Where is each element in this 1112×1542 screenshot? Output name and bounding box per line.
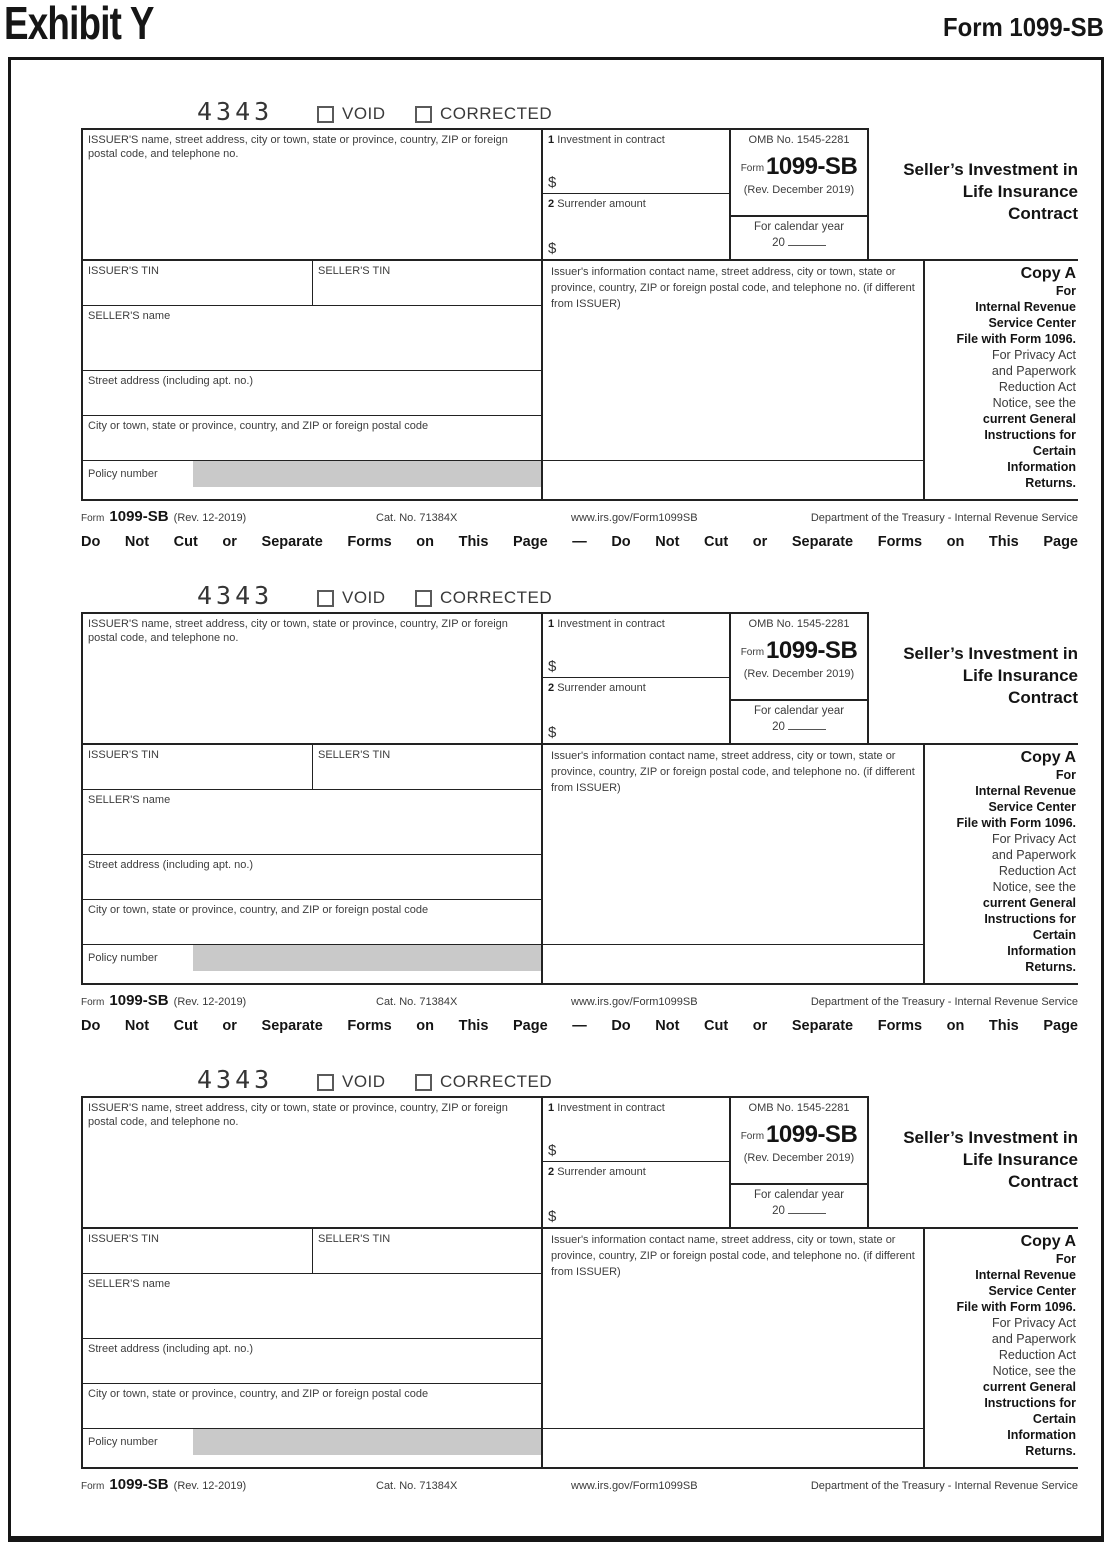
copy-a-line: Service Center xyxy=(988,800,1076,814)
calendar-year-line xyxy=(731,1201,867,1217)
tin-row xyxy=(83,1229,541,1274)
form-word: Form xyxy=(740,1131,765,1142)
issuer-contact-field[interactable] xyxy=(543,1229,923,1429)
form-title-line2: Life Insurance xyxy=(962,1150,1078,1169)
void-checkbox-group xyxy=(317,104,386,124)
issuer-tin-label: ISSUER'S TIN xyxy=(88,1233,159,1245)
empty-cell xyxy=(543,461,923,499)
do-not-cut-separator: Do Not Cut or Separate Forms on This Page — Do Not Cut or Separate Forms on This Page xyxy=(81,534,1078,550)
copy-a-line: Internal Revenue xyxy=(975,1268,1076,1282)
policy-number-field[interactable] xyxy=(193,945,541,971)
issuer-tin-field[interactable] xyxy=(83,1229,313,1273)
copy-a-line: Notice, see the xyxy=(992,396,1076,410)
calendar-year-prefix: 20 xyxy=(772,237,785,249)
form-lower-section xyxy=(81,259,925,501)
omb-block xyxy=(731,1098,867,1183)
box2-surrender-amount-field[interactable] xyxy=(543,1162,729,1227)
footer-form-word: Form xyxy=(81,997,105,1008)
form-title-line1: Seller’s Investment in xyxy=(903,1128,1078,1147)
box1-number: 1 xyxy=(548,618,555,630)
revision-label: (Rev. December 2019) xyxy=(743,184,855,196)
issuer-contact-label: Issuer's information contact name, street address, city or town, state or province, country, ZIP or foreign postal code, and telephone no. (if different from ISSUER) xyxy=(551,750,915,794)
copy-a-title: Copy A xyxy=(1020,1233,1076,1250)
box1-label: Investment in contract xyxy=(557,618,665,630)
city-state-zip-field[interactable] xyxy=(83,1384,541,1429)
footer-revision: (Rev. 12-2019) xyxy=(173,996,247,1008)
issuer-contact-label: Issuer's information contact name, street address, city or town, state or province, country, ZIP or foreign postal code, and telephone no. (if different from ISSUER) xyxy=(551,1234,915,1278)
issuer-contact-column xyxy=(543,745,923,983)
calendar-year-cell xyxy=(731,1183,867,1227)
footer-cat-no: Cat. No. 71384X xyxy=(376,1480,458,1492)
copy-a-line: For xyxy=(1055,1252,1076,1266)
issuer-name-address-field[interactable] xyxy=(83,614,543,743)
footer-cat-no: Cat. No. 71384X xyxy=(376,996,458,1008)
seller-tin-label: SELLER'S TIN xyxy=(318,265,391,277)
omb-number: OMB No. 1545-2281 xyxy=(748,1102,850,1114)
omb-column xyxy=(731,614,867,743)
box2-label: Surrender amount xyxy=(557,198,646,210)
box2-label-line xyxy=(548,1165,724,1179)
policy-number-label: Policy number xyxy=(88,468,158,480)
seller-info-column xyxy=(83,1229,543,1467)
form-ocr-code: 4343 xyxy=(197,97,274,126)
copy-a-block xyxy=(925,743,1078,985)
copy-a-line: current General xyxy=(982,1380,1076,1394)
tin-row xyxy=(83,261,541,306)
copy-a-line: Internal Revenue xyxy=(975,784,1076,798)
copy-a-line: Certain xyxy=(1032,1412,1076,1426)
omb-column xyxy=(731,130,867,259)
form-number-line xyxy=(731,1121,867,1149)
page-header xyxy=(0,0,1112,57)
seller-tin-field[interactable] xyxy=(313,745,541,789)
copy-a-line: Certain xyxy=(1032,928,1076,942)
footer-form-ref xyxy=(81,508,246,525)
box2-surrender-amount-field[interactable] xyxy=(543,194,729,259)
copy-a-block xyxy=(925,259,1078,501)
issuer-name-address-label: ISSUER'S name, street address, city or town, state or province, country, ZIP or foreign postal code, and telephone no. xyxy=(88,1102,508,1128)
form-number: 1099-SB xyxy=(766,1121,858,1148)
form-title-line1: Seller’s Investment in xyxy=(903,160,1078,179)
copy-a-line: Reduction Act xyxy=(998,380,1076,394)
copy-a-line: Returns. xyxy=(1025,1444,1076,1458)
street-address-label: Street address (including apt. no.) xyxy=(88,859,254,871)
seller-name-label: SELLER'S name xyxy=(88,794,171,806)
box2-number: 2 xyxy=(548,198,555,210)
city-state-zip-field[interactable] xyxy=(83,416,541,461)
copy-a-line: Instructions for xyxy=(984,912,1076,926)
form-1099-sb xyxy=(81,97,1078,532)
revision-label: (Rev. December 2019) xyxy=(743,668,855,680)
copy-a-line: current General xyxy=(982,412,1076,426)
box1-label: Investment in contract xyxy=(557,1102,665,1114)
seller-name-label: SELLER'S name xyxy=(88,310,171,322)
box2-label-line xyxy=(548,197,724,211)
form-top-row xyxy=(81,97,1078,128)
form-ocr-code: 4343 xyxy=(197,581,274,610)
form-top-section xyxy=(81,1096,869,1227)
issuer-name-address-label: ISSUER'S name, street address, city or town, state or province, country, ZIP or foreign postal code, and telephone no. xyxy=(88,618,508,644)
issuer-tin-label: ISSUER'S TIN xyxy=(88,265,159,277)
calendar-year-cell xyxy=(731,215,867,259)
footer-form-number: 1099-SB xyxy=(109,992,169,1009)
street-address-field[interactable] xyxy=(83,1339,541,1384)
amount-boxes-column xyxy=(543,1098,731,1227)
box1-dollar-sign: $ xyxy=(548,174,557,191)
form-number-line xyxy=(731,153,867,181)
seller-info-column xyxy=(83,745,543,983)
box2-number: 2 xyxy=(548,682,555,694)
calendar-year-label: For calendar year xyxy=(753,1189,845,1201)
omb-column xyxy=(731,1098,867,1227)
city-state-zip-label: City or town, state or province, country, and ZIP or foreign postal code xyxy=(88,420,429,432)
box1-number: 1 xyxy=(548,134,555,146)
footer-cat-no: Cat. No. 71384X xyxy=(376,512,458,524)
calendar-year-prefix: 20 xyxy=(772,1205,785,1217)
footer-form-word: Form xyxy=(81,513,105,524)
seller-tin-field[interactable] xyxy=(313,1229,541,1273)
copy-a-line: Internal Revenue xyxy=(975,300,1076,314)
copy-a-line: and Paperwork xyxy=(991,848,1076,862)
form-footer xyxy=(81,1476,1078,1500)
form-word: Form xyxy=(740,647,765,658)
copy-a-line: Reduction Act xyxy=(998,864,1076,878)
void-checkbox[interactable] xyxy=(317,1074,334,1091)
copy-a-line: Service Center xyxy=(988,316,1076,330)
box1-label-line xyxy=(548,617,724,631)
void-label: VOID xyxy=(342,1072,386,1091)
street-address-label: Street address (including apt. no.) xyxy=(88,375,254,387)
form-footer xyxy=(81,508,1078,532)
footer-form-number: 1099-SB xyxy=(109,508,169,525)
form-top-section xyxy=(81,128,869,259)
seller-tin-label: SELLER'S TIN xyxy=(318,1233,391,1245)
form-title-line2: Life Insurance xyxy=(962,666,1078,685)
issuer-name-address-label: ISSUER'S name, street address, city or town, state or province, country, ZIP or foreign postal code, and telephone no. xyxy=(88,134,508,160)
omb-number: OMB No. 1545-2281 xyxy=(748,618,850,630)
form-body xyxy=(81,1096,1078,1469)
void-checkbox[interactable] xyxy=(317,590,334,607)
form-body xyxy=(81,128,1078,501)
form-word: Form xyxy=(740,163,765,174)
box1-investment-in-contract-field[interactable] xyxy=(543,130,729,194)
form-title xyxy=(878,643,1078,709)
copy-a-line: and Paperwork xyxy=(991,1332,1076,1346)
header-form-ref: Form 1099-SB xyxy=(943,12,1104,42)
copy-a-line: For Privacy Act xyxy=(991,832,1076,846)
copy-a-line: For xyxy=(1055,284,1076,298)
corrected-checkbox[interactable] xyxy=(415,1074,432,1091)
calendar-year-prefix: 20 xyxy=(772,721,785,733)
seller-tin-label: SELLER'S TIN xyxy=(318,749,391,761)
box1-label-line xyxy=(548,133,724,147)
void-checkbox-group xyxy=(317,1072,386,1092)
amount-boxes-column xyxy=(543,614,731,743)
copy-a-line: Information xyxy=(1007,944,1076,958)
corrected-checkbox-group xyxy=(415,104,552,124)
box1-number: 1 xyxy=(548,1102,555,1114)
form-footer xyxy=(81,992,1078,1016)
corrected-checkbox-group xyxy=(415,1072,552,1092)
empty-cell xyxy=(543,945,923,983)
box2-dollar-sign: $ xyxy=(548,240,557,257)
copy-a-line: For Privacy Act xyxy=(991,1316,1076,1330)
issuer-tin-field[interactable] xyxy=(83,745,313,789)
forms-container xyxy=(11,60,1101,1500)
seller-name-field[interactable] xyxy=(83,1274,541,1339)
city-state-zip-label: City or town, state or province, country, and ZIP or foreign postal code xyxy=(88,1388,429,1400)
box1-investment-in-contract-field[interactable] xyxy=(543,614,729,678)
policy-number-row xyxy=(83,945,541,983)
corrected-label: CORRECTED xyxy=(440,104,553,123)
copy-a-line: File with Form 1096. xyxy=(956,816,1076,830)
form-title xyxy=(878,159,1078,225)
form-1099-sb xyxy=(81,1065,1078,1500)
copy-a-line: For xyxy=(1055,768,1076,782)
form-lower-section xyxy=(81,1227,925,1469)
form-title-line3: Contract xyxy=(1008,688,1078,707)
street-address-label: Street address (including apt. no.) xyxy=(88,1343,254,1355)
seller-name-field[interactable] xyxy=(83,306,541,371)
calendar-year-label: For calendar year xyxy=(753,221,845,233)
form-1099-sb xyxy=(81,581,1078,1016)
form-ocr-code: 4343 xyxy=(197,1065,274,1094)
policy-number-field[interactable] xyxy=(193,1429,541,1455)
issuer-contact-field[interactable] xyxy=(543,745,923,945)
box2-surrender-amount-field[interactable] xyxy=(543,678,729,743)
seller-info-column xyxy=(83,261,543,499)
box1-dollar-sign: $ xyxy=(548,658,557,675)
copy-a-line: current General xyxy=(982,896,1076,910)
box1-label-line xyxy=(548,1101,724,1115)
corrected-label: CORRECTED xyxy=(440,1072,553,1091)
empty-cell xyxy=(543,1429,923,1467)
street-address-field[interactable] xyxy=(83,371,541,416)
form-title xyxy=(878,1127,1078,1193)
corrected-checkbox[interactable] xyxy=(415,590,432,607)
calendar-year-field[interactable] xyxy=(788,717,826,730)
omb-number: OMB No. 1545-2281 xyxy=(748,134,850,146)
copy-a-line: Information xyxy=(1007,1428,1076,1442)
copy-a-line: Returns. xyxy=(1025,476,1076,490)
form-number: 1099-SB xyxy=(766,637,858,664)
form-top-section xyxy=(81,612,869,743)
void-label: VOID xyxy=(342,104,386,123)
copy-a-title: Copy A xyxy=(1020,265,1076,282)
policy-number-label: Policy number xyxy=(88,1436,158,1448)
city-state-zip-label: City or town, state or province, country, and ZIP or foreign postal code xyxy=(88,904,429,916)
issuer-name-address-field[interactable] xyxy=(83,130,543,259)
void-checkbox[interactable] xyxy=(317,106,334,123)
copy-a-line: Instructions for xyxy=(984,1396,1076,1410)
footer-revision: (Rev. 12-2019) xyxy=(173,512,247,524)
copy-a-line: Notice, see the xyxy=(992,1364,1076,1378)
footer-department: Department of the Treasury - Internal Revenue Service xyxy=(810,996,1078,1008)
policy-number-row xyxy=(83,461,541,499)
corrected-label: CORRECTED xyxy=(440,588,553,607)
box2-dollar-sign: $ xyxy=(548,1208,557,1225)
seller-name-field[interactable] xyxy=(83,790,541,855)
box1-dollar-sign: $ xyxy=(548,1142,557,1159)
footer-form-ref xyxy=(81,1476,246,1493)
omb-block xyxy=(731,614,867,699)
box1-investment-in-contract-field[interactable] xyxy=(543,1098,729,1162)
issuer-contact-column xyxy=(543,261,923,499)
void-checkbox-group xyxy=(317,588,386,608)
form-top-row xyxy=(81,581,1078,612)
policy-number-row xyxy=(83,1429,541,1467)
corrected-checkbox-group xyxy=(415,588,552,608)
form-title-line2: Life Insurance xyxy=(962,182,1078,201)
footer-department: Department of the Treasury - Internal Revenue Service xyxy=(810,512,1078,524)
footer-website: www.irs.gov/Form1099SB xyxy=(571,1480,698,1492)
tin-row xyxy=(83,745,541,790)
form-number: 1099-SB xyxy=(766,153,858,180)
calendar-year-label: For calendar year xyxy=(753,705,845,717)
void-label: VOID xyxy=(342,588,386,607)
box2-label: Surrender amount xyxy=(557,1166,646,1178)
revision-label: (Rev. December 2019) xyxy=(743,1152,855,1164)
form-number-line xyxy=(731,637,867,665)
seller-name-label: SELLER'S name xyxy=(88,1278,171,1290)
exhibit-title: Exhibit Y xyxy=(4,0,154,49)
footer-form-ref xyxy=(81,992,246,1009)
amount-boxes-column xyxy=(543,130,731,259)
box1-label: Investment in contract xyxy=(557,134,665,146)
box2-label: Surrender amount xyxy=(557,682,646,694)
calendar-year-field[interactable] xyxy=(788,1201,826,1214)
footer-form-word: Form xyxy=(81,1481,105,1492)
box2-number: 2 xyxy=(548,1166,555,1178)
form-lower-section xyxy=(81,743,925,985)
exhibit-border-box xyxy=(8,57,1104,1542)
form-title-line3: Contract xyxy=(1008,204,1078,223)
issuer-contact-field[interactable] xyxy=(543,261,923,461)
footer-department: Department of the Treasury - Internal Revenue Service xyxy=(810,1480,1078,1492)
issuer-contact-column xyxy=(543,1229,923,1467)
copy-a-line: Instructions for xyxy=(984,428,1076,442)
calendar-year-cell xyxy=(731,699,867,743)
corrected-checkbox[interactable] xyxy=(415,106,432,123)
copy-a-line: Certain xyxy=(1032,444,1076,458)
form-title-line3: Contract xyxy=(1008,1172,1078,1191)
copy-a-line: For Privacy Act xyxy=(991,348,1076,362)
do-not-cut-separator: Do Not Cut or Separate Forms on This Page — Do Not Cut or Separate Forms on This Page xyxy=(81,1018,1078,1034)
calendar-year-line xyxy=(731,717,867,733)
footer-revision: (Rev. 12-2019) xyxy=(173,1480,247,1492)
copy-a-line: Reduction Act xyxy=(998,1348,1076,1362)
footer-form-number: 1099-SB xyxy=(109,1476,169,1493)
issuer-tin-label: ISSUER'S TIN xyxy=(88,749,159,761)
policy-number-label: Policy number xyxy=(88,952,158,964)
form-top-row xyxy=(81,1065,1078,1096)
copy-a-line: File with Form 1096. xyxy=(956,332,1076,346)
form-title-line1: Seller’s Investment in xyxy=(903,644,1078,663)
copy-a-block xyxy=(925,1227,1078,1469)
box2-label-line xyxy=(548,681,724,695)
copy-a-title: Copy A xyxy=(1020,749,1076,766)
copy-a-line: and Paperwork xyxy=(991,364,1076,378)
street-address-field[interactable] xyxy=(83,855,541,900)
issuer-name-address-field[interactable] xyxy=(83,1098,543,1227)
form-body xyxy=(81,612,1078,985)
issuer-tin-field[interactable] xyxy=(83,261,313,305)
copy-a-line: Returns. xyxy=(1025,960,1076,974)
city-state-zip-field[interactable] xyxy=(83,900,541,945)
copy-a-line: Notice, see the xyxy=(992,880,1076,894)
omb-block xyxy=(731,130,867,215)
policy-number-field[interactable] xyxy=(193,461,541,487)
box2-dollar-sign: $ xyxy=(548,724,557,741)
copy-a-line: Information xyxy=(1007,460,1076,474)
calendar-year-field[interactable] xyxy=(788,233,826,246)
seller-tin-field[interactable] xyxy=(313,261,541,305)
copy-a-line: Service Center xyxy=(988,1284,1076,1298)
footer-website: www.irs.gov/Form1099SB xyxy=(571,512,698,524)
copy-a-line: File with Form 1096. xyxy=(956,1300,1076,1314)
calendar-year-line xyxy=(731,233,867,249)
footer-website: www.irs.gov/Form1099SB xyxy=(571,996,698,1008)
issuer-contact-label: Issuer's information contact name, street address, city or town, state or province, country, ZIP or foreign postal code, and telephone no. (if different from ISSUER) xyxy=(551,266,915,310)
